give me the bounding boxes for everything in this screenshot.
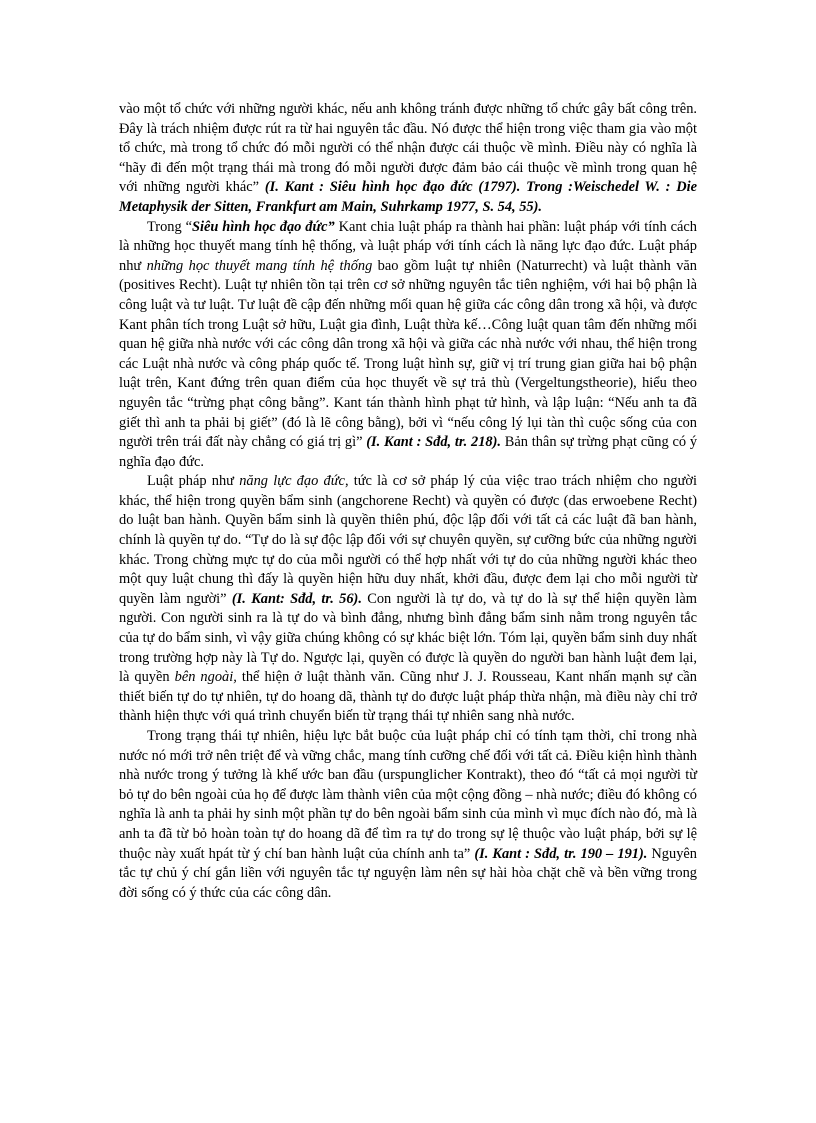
citation-span: (I. Kant: Sđd, tr. 56). (231, 590, 362, 607)
citation-span: (I. Kant : Sđd, tr. 218). (366, 434, 502, 451)
citation-span: (I. Kant : Siêu hình học đạo đức (1797). Trong :Weischedel W. : Die Metaphysik der Sitten, Frankfurt am Main, Suhrkamp 1977, S. 54, 55). (119, 179, 697, 215)
text-span: vào một tổ chức với những người khác, nếu anh không tránh được những tổ chức gây bất công trên. Đây là trách nhiệm được rút ra từ hai nguyên tắc đầu. Nó được thể hiện trong việc tham gia vào một tổ chức, mà trong tổ chức đó mỗi người có thể nhận được cái thuộc về mình. Điều này có nghĩa là “hãy đi đến một trạng thái mà trong đó mỗi người được đảm bảo cái thuộc về mình trong quan hệ với những người khác” (119, 101, 697, 196)
text-span: Luật pháp như (147, 473, 240, 490)
emphasis-span: những học thuyết mang tính hệ thống (146, 257, 373, 274)
text-span: Trong “ (147, 218, 192, 235)
emphasis-span: năng lực đạo đức (239, 473, 345, 490)
paragraph-4 (119, 727, 697, 903)
text-span: thể hiện ở luật thành văn. Cũng như J. J. Rousseau, Kant nhấn mạnh sự cần thiết biến tự do tự nhiên, tự do hoang dã, thành tự do được luật pháp thừa nhận, mà điều này chỉ trở thành hiện thực với quá trình chuyển biến từ trạng thái tự nhiên sang nhà nước. (119, 669, 697, 725)
document-page (119, 100, 697, 903)
emphasis-span: bên ngoài, (174, 669, 237, 686)
text-span: Bản thân sự trừng phạt cũng có ý nghĩa đạo đức. (119, 434, 698, 470)
citation-span: Siêu hình học đạo đức” (191, 218, 335, 235)
text-span: Trong trạng thái tự nhiên, hiệu lực bắt buộc của luật pháp chỉ có tính tạm thời, chỉ trong nhà nước nó mới trở nên triệt để và vững chắc, mang tính cưỡng chế đối với tất cả. Điều kiện hình thành nhà nước trong ý tưởng là khế ước ban đầu (urspunglicher Kontrakt), theo đó “tất cả mọi người từ bỏ tự do bên ngoài của họ để được làm thành viên của một cộng đồng – nhà nước; điều đó không có nghĩa là anh ta phải hy sinh một phần tự do bên ngoài bẩm sinh của mình vì mục đích nào đó, mà là anh ta đã từ bỏ hoàn toàn tự do hoang dã để tìm ra tự do trong sự lệ thuộc vào luật pháp, bởi sự lệ thuộc này xuất hpát từ ý chí ban hành luật của chính anh ta” (119, 728, 697, 862)
text-span: Con người là tự do, và tự do là sự thể hiện quyền làm người. Con người sinh ra là tự do và bình đẳng, nhưng bình đẳng bẩm sinh nằm trong nguyên tắc của tự do bẩm sinh, vì vậy giữa chúng không có sự khác biệt lớn. Tóm lại, quyền bẩm sinh duy nhất trong trường hợp này là Tự do. Ngược lại, quyền có được là quyền do người ban hành luật đem lại, là quyền (119, 590, 697, 686)
paragraph-1 (119, 100, 697, 218)
text-span: Kant chia luật pháp ra thành hai phần: luật pháp với tính cách là những học thuyết mang tính hệ thống, và luật pháp với tính cách là năng lực đạo đức. Luật pháp như (119, 218, 697, 274)
text-span: Nguyên tắc tự chủ ý chí gắn liền với nguyên tắc tự nguyện làm nên sự hài hòa chặt chẽ và bền vững trong đời sống có ý thức của các công dân. (119, 845, 697, 901)
text-span: , tức là cơ sở pháp lý của việc trao trách nhiệm cho người khác, thể hiện trong quyền bẩm sinh (angchorene Recht) và quyền có được (das erwoebene Recht) do luật ban hành. Quyền bẩm sinh là quyền thiên phú, độc lập đối với tất cả các luật đã ban hành, chính là quyền tự do. “Tự do là sự độc lập đối với sự chuyên quyền, sự cưỡng bức của những người khác. Trong chừng mực tự do của mỗi người có thể hợp nhất với tự do của những người khác theo một quy luật chung thì đấy là quyền hiện hữu duy nhất, khởi đầu, được đem lại cho mỗi người từ quyền làm người” (119, 473, 698, 607)
citation-span: (I. Kant : Sđd, tr. 190 – 191). (474, 845, 648, 862)
paragraph-2 (119, 218, 697, 473)
text-span: bao gồm luật tự nhiên (Naturrecht) và luật thành văn (positives Recht). Luật tự nhiên tồn tại trên cơ sở những nguyên tắc tiên nghiệm, với hai bộ phận là công luật và tư luật. Tư luật đề cập đến những mối quan hệ giữa các công dân trong xã hội, và được Kant phân tích trong Luật sở hữu, Luật gia đình, Luật thừa kế…Công luật quan tâm đến những mối quan hệ giữa nhà nước với các công dân trong xã hội và giữa các nhà nước với nhau, thể hiện trong các Luật nhà nước và công pháp quốc tế. Trong luật hình sự, giữ vị trí trung gian giữa hai bộ phận luật trên, Kant đứng trên quan điểm của học thuyết về sự trả thù (Vergeltungstheorie), hiểu theo nguyên tắc “trừng phạt công bằng”. Kant tán thành hình phạt tử hình, và lập luận: “Nếu anh ta đã giết thì anh ta phải bị giết” (đó là lẽ công bằng), bởi vì “nếu công lý lụi tàn thì cuộc sống của con người trên trái đất này chẳng có giá trị gì” (119, 257, 697, 451)
paragraph-3 (119, 472, 697, 727)
